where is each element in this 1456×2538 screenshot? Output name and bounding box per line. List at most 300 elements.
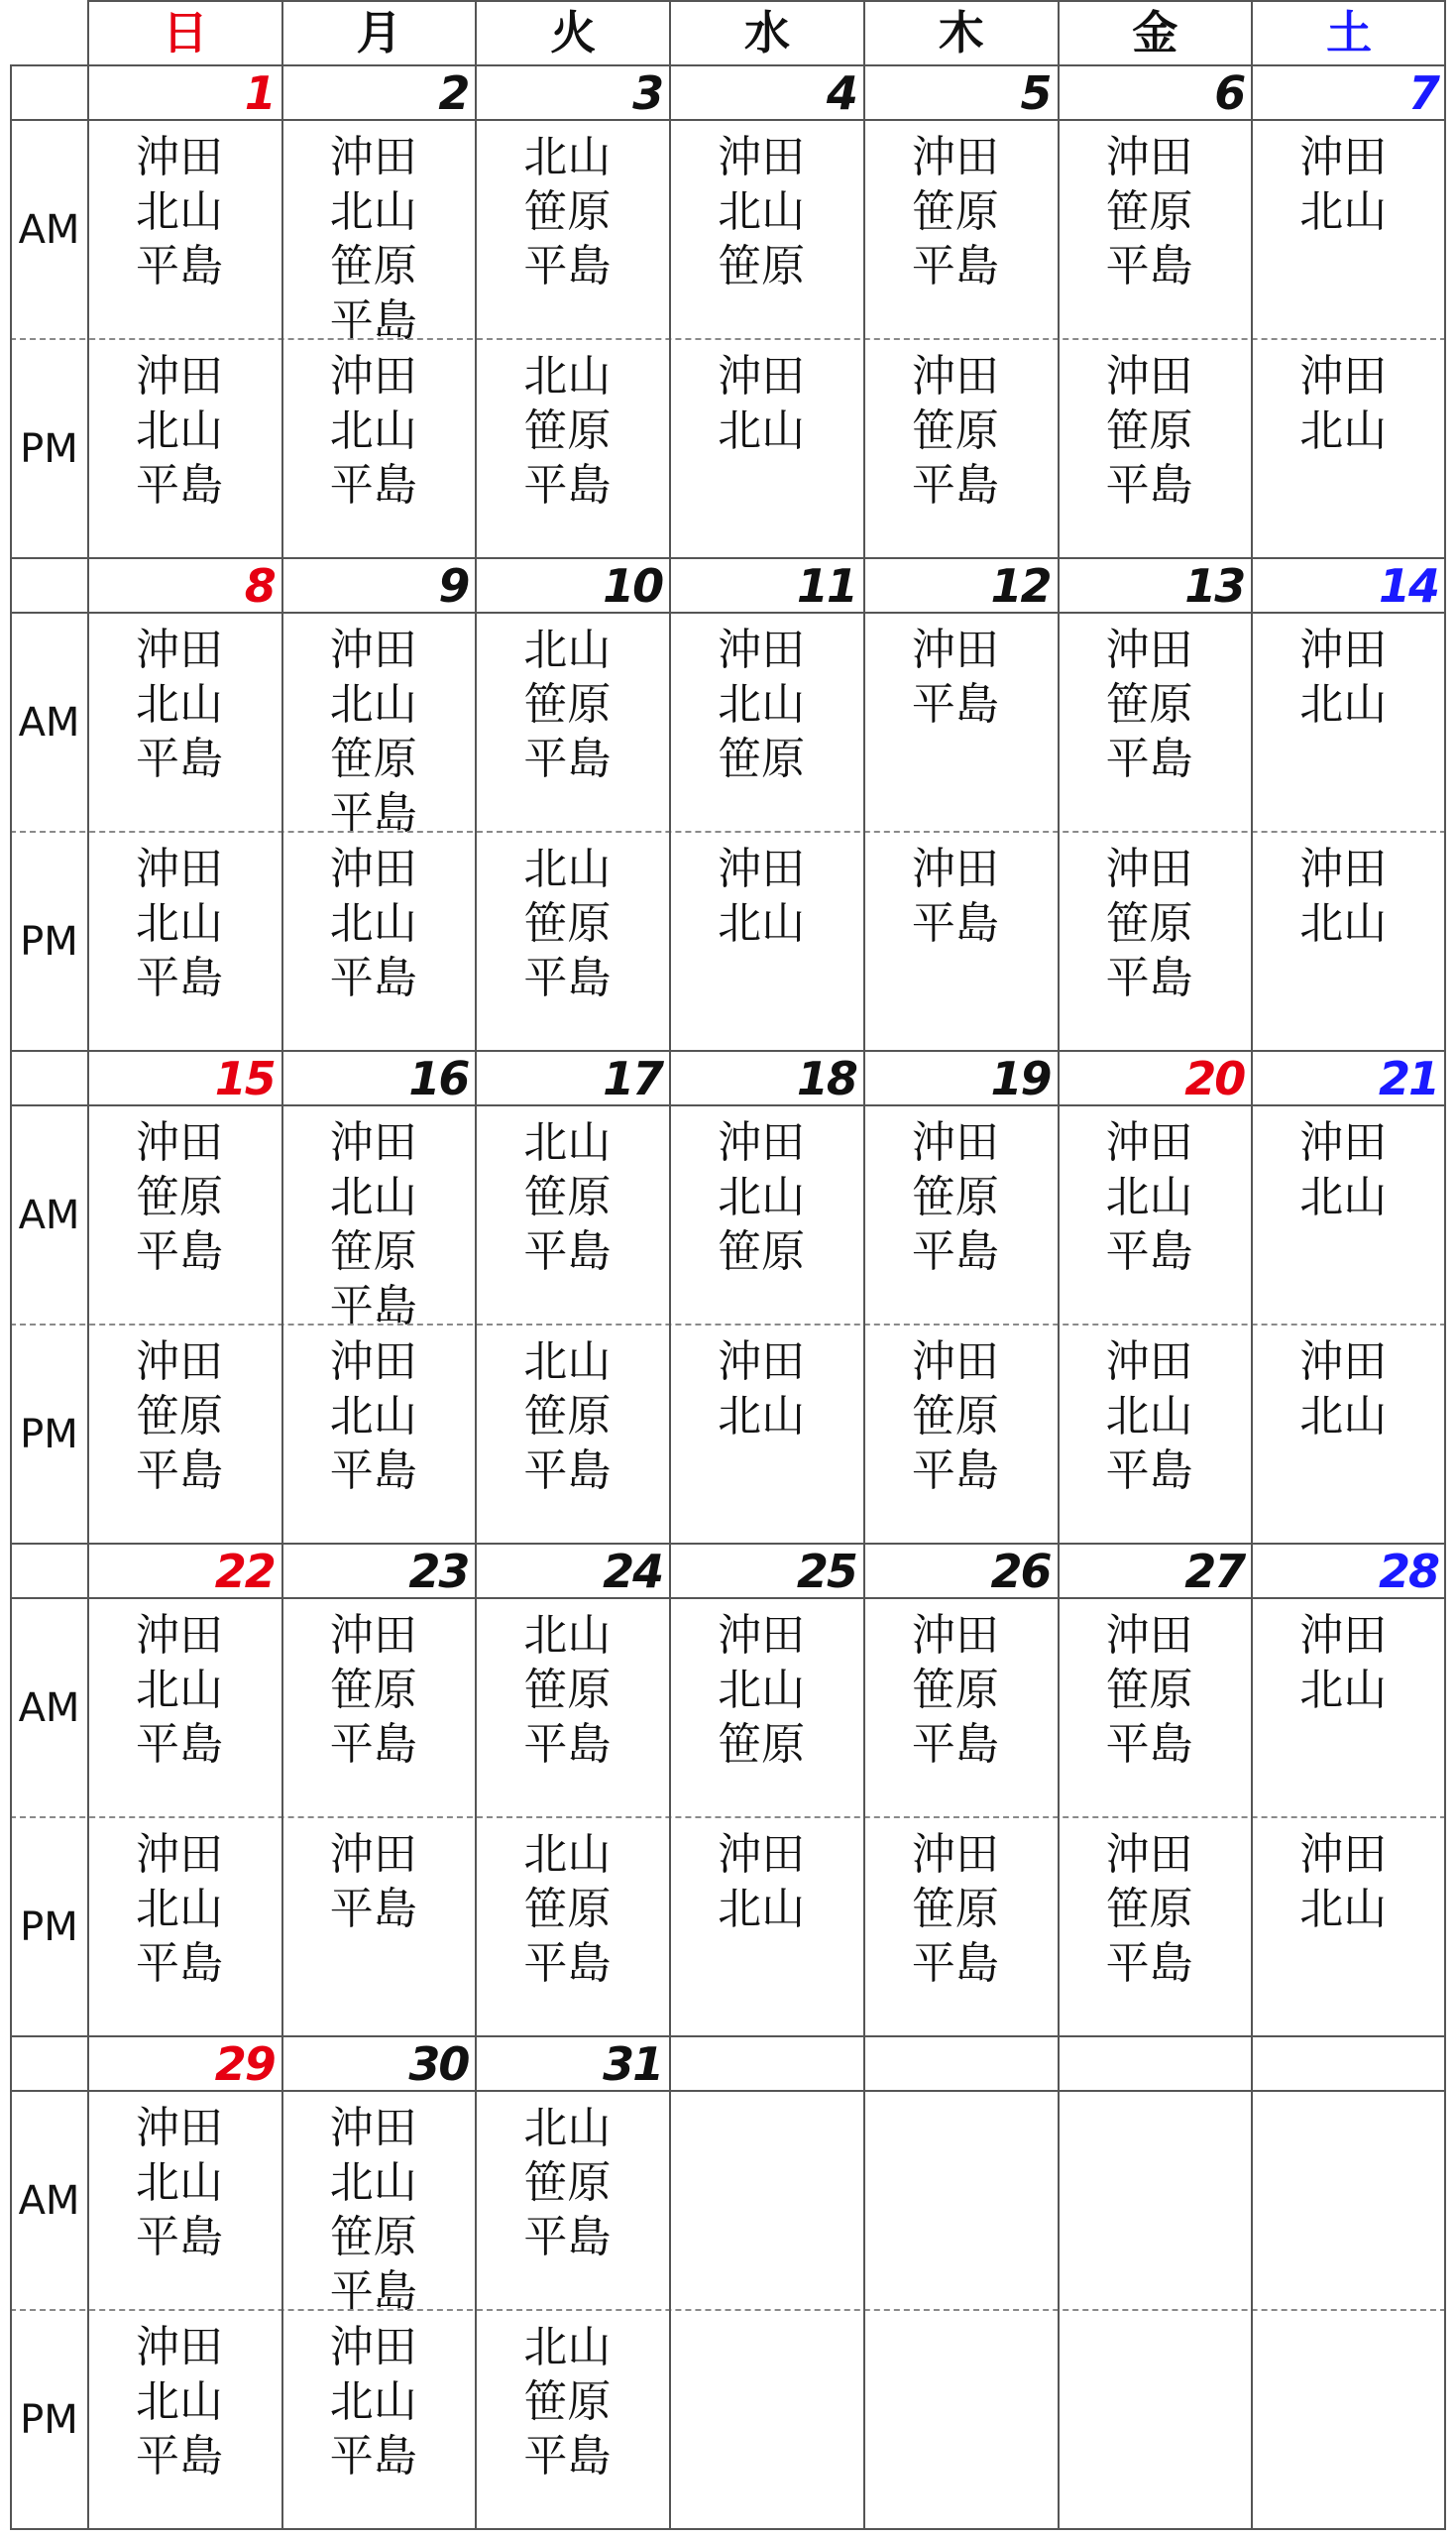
staff-list-pm bbox=[1106, 1334, 1265, 1498]
day-number: 26 bbox=[990, 1544, 1051, 1598]
day-number: 3 bbox=[632, 65, 663, 120]
staff-name: 笹原 bbox=[523, 1884, 612, 1934]
staff-name: 沖田 bbox=[1105, 351, 1193, 402]
staff-list-am bbox=[912, 1608, 1070, 1772]
day-number: 18 bbox=[796, 1051, 856, 1105]
staff-list-am bbox=[330, 2101, 489, 2319]
staff-list-am bbox=[1106, 130, 1265, 293]
staff-name: 沖田 bbox=[329, 1610, 417, 1661]
session-divider bbox=[10, 1816, 1446, 1818]
day-number: 29 bbox=[214, 2036, 275, 2091]
staff-list-am bbox=[1299, 623, 1456, 732]
staff-name: 平島 bbox=[911, 460, 999, 511]
staff-name: 笹原 bbox=[523, 898, 612, 949]
staff-name: 沖田 bbox=[136, 1829, 223, 1880]
session-label-pm: PM bbox=[20, 918, 78, 965]
staff-name: 北山 bbox=[718, 405, 806, 456]
staff-name: 笹原 bbox=[329, 1665, 417, 1715]
staff-name: 沖田 bbox=[718, 1610, 806, 1661]
staff-name: 北山 bbox=[329, 679, 417, 730]
staff-name: 笹原 bbox=[911, 1172, 999, 1222]
grid-line bbox=[10, 1104, 1446, 1106]
staff-name: 沖田 bbox=[329, 351, 417, 402]
staff-name: 平島 bbox=[329, 295, 417, 346]
weekday-header: 月 bbox=[356, 6, 402, 59]
weekday-header: 水 bbox=[743, 6, 790, 59]
day-number: 13 bbox=[1184, 558, 1245, 613]
staff-list-am bbox=[1106, 1608, 1265, 1772]
day-number: 15 bbox=[214, 1051, 275, 1105]
staff-list-am bbox=[136, 130, 294, 293]
staff-list-pm bbox=[718, 1827, 876, 1936]
day-number: 19 bbox=[990, 1051, 1051, 1105]
grid-line bbox=[669, 0, 671, 2529]
staff-name: 沖田 bbox=[329, 1117, 417, 1168]
staff-name: 北山 bbox=[1105, 1391, 1193, 1442]
staff-list-am bbox=[330, 623, 489, 841]
staff-list-pm bbox=[718, 349, 876, 458]
staff-name: 北山 bbox=[136, 898, 223, 949]
staff-name: 笹原 bbox=[523, 1665, 612, 1715]
day-number: 22 bbox=[214, 1544, 275, 1598]
staff-name: 北山 bbox=[1299, 898, 1388, 949]
staff-name: 北山 bbox=[329, 2376, 417, 2427]
staff-name: 平島 bbox=[1105, 241, 1193, 291]
staff-list-am bbox=[718, 1608, 876, 1772]
staff-name: 沖田 bbox=[1299, 351, 1388, 402]
staff-list-am bbox=[1106, 623, 1265, 786]
staff-name: 北山 bbox=[136, 679, 223, 730]
staff-name: 平島 bbox=[1105, 734, 1193, 784]
staff-name: 笹原 bbox=[1105, 679, 1193, 730]
staff-list-pm bbox=[136, 2320, 294, 2483]
weekday-header: 火 bbox=[550, 6, 597, 59]
staff-name: 沖田 bbox=[1299, 625, 1388, 675]
staff-list-am bbox=[136, 623, 294, 786]
staff-name: 北山 bbox=[523, 844, 612, 894]
staff-list-pm bbox=[136, 842, 294, 1005]
day-number bbox=[670, 2036, 856, 2091]
staff-name: 笹原 bbox=[523, 2157, 612, 2208]
staff-name: 沖田 bbox=[136, 625, 223, 675]
grid-line bbox=[10, 64, 1446, 66]
staff-list-am bbox=[912, 130, 1070, 293]
staff-name: 笹原 bbox=[136, 1172, 223, 1222]
staff-name: 北山 bbox=[718, 679, 806, 730]
session-label-pm: PM bbox=[20, 1411, 78, 1457]
staff-name: 平島 bbox=[523, 734, 612, 784]
staff-name: 北山 bbox=[136, 186, 223, 237]
staff-list-am bbox=[912, 1115, 1070, 1279]
day-number: 5 bbox=[1020, 65, 1051, 120]
day-number: 10 bbox=[603, 558, 663, 613]
day-number: 12 bbox=[990, 558, 1051, 613]
weekday-header: 木 bbox=[938, 6, 984, 59]
grid-line bbox=[1058, 0, 1060, 2529]
staff-list-pm bbox=[523, 349, 682, 513]
grid-line bbox=[10, 119, 1446, 121]
staff-name: 平島 bbox=[329, 2266, 417, 2317]
staff-name: 北山 bbox=[329, 2157, 417, 2208]
staff-name: 北山 bbox=[523, 1336, 612, 1387]
staff-name: 北山 bbox=[1299, 679, 1388, 730]
day-number: 28 bbox=[1378, 1544, 1438, 1598]
staff-name: 沖田 bbox=[1299, 1336, 1388, 1387]
staff-name: 笹原 bbox=[1105, 186, 1193, 237]
session-label-am: AM bbox=[18, 1192, 80, 1238]
staff-list-pm bbox=[1299, 349, 1456, 458]
grid-line bbox=[475, 0, 477, 2529]
grid-line bbox=[88, 0, 1446, 2]
staff-list-am bbox=[136, 1608, 294, 1772]
staff-name: 北山 bbox=[136, 405, 223, 456]
staff-name: 笹原 bbox=[911, 1391, 999, 1442]
staff-list-am bbox=[523, 2101, 682, 2264]
staff-name: 北山 bbox=[1299, 405, 1388, 456]
staff-name: 笹原 bbox=[136, 1391, 223, 1442]
staff-name: 笹原 bbox=[911, 1884, 999, 1934]
day-number: 2 bbox=[438, 65, 469, 120]
staff-name: 沖田 bbox=[911, 844, 999, 894]
staff-name: 北山 bbox=[329, 186, 417, 237]
staff-name: 平島 bbox=[136, 1445, 223, 1496]
staff-list-pm bbox=[1299, 842, 1456, 951]
staff-name: 北山 bbox=[718, 1884, 806, 1934]
staff-name: 北山 bbox=[718, 898, 806, 949]
session-label-am: AM bbox=[18, 206, 80, 253]
staff-name: 沖田 bbox=[911, 1610, 999, 1661]
staff-name: 北山 bbox=[718, 1665, 806, 1715]
staff-name: 沖田 bbox=[1105, 625, 1193, 675]
staff-name: 沖田 bbox=[329, 625, 417, 675]
staff-list-pm bbox=[523, 2320, 682, 2483]
staff-name: 沖田 bbox=[1105, 1336, 1193, 1387]
staff-name: 沖田 bbox=[1299, 1610, 1388, 1661]
staff-name: 笹原 bbox=[911, 405, 999, 456]
staff-name: 笹原 bbox=[1105, 1665, 1193, 1715]
staff-name: 沖田 bbox=[1299, 1117, 1388, 1168]
staff-name: 沖田 bbox=[329, 1829, 417, 1880]
staff-name: 平島 bbox=[523, 2431, 612, 2481]
staff-name: 北山 bbox=[718, 1391, 806, 1442]
staff-name: 北山 bbox=[718, 1172, 806, 1222]
staff-name: 平島 bbox=[523, 953, 612, 1003]
day-number: 17 bbox=[603, 1051, 663, 1105]
staff-name: 沖田 bbox=[718, 1829, 806, 1880]
session-divider bbox=[10, 2309, 1446, 2311]
staff-name: 沖田 bbox=[718, 1336, 806, 1387]
grid-line bbox=[1251, 0, 1253, 2529]
day-number: 25 bbox=[796, 1544, 856, 1598]
staff-name: 北山 bbox=[523, 1117, 612, 1168]
staff-name: 笹原 bbox=[329, 734, 417, 784]
staff-name: 沖田 bbox=[911, 625, 999, 675]
staff-name: 笹原 bbox=[523, 405, 612, 456]
staff-name: 沖田 bbox=[1105, 132, 1193, 182]
staff-list-pm bbox=[330, 1334, 489, 1498]
staff-name: 沖田 bbox=[1299, 844, 1388, 894]
grid-line bbox=[10, 1597, 1446, 1599]
grid-line bbox=[10, 2090, 1446, 2092]
staff-name: 沖田 bbox=[911, 1829, 999, 1880]
staff-name: 北山 bbox=[1299, 1391, 1388, 1442]
day-number bbox=[864, 2036, 1051, 2091]
session-label-am: AM bbox=[18, 699, 80, 746]
staff-name: 沖田 bbox=[911, 132, 999, 182]
staff-name: 笹原 bbox=[1105, 898, 1193, 949]
day-number: 24 bbox=[603, 1544, 663, 1598]
day-number: 6 bbox=[1214, 65, 1245, 120]
staff-name: 笹原 bbox=[523, 2376, 612, 2427]
staff-name: 平島 bbox=[136, 241, 223, 291]
staff-name: 平島 bbox=[911, 898, 999, 949]
staff-name: 沖田 bbox=[136, 1117, 223, 1168]
staff-list-pm bbox=[523, 1334, 682, 1498]
staff-list-pm bbox=[1106, 842, 1265, 1005]
staff-list-pm bbox=[330, 842, 489, 1005]
staff-name: 平島 bbox=[911, 1226, 999, 1277]
staff-name: 北山 bbox=[136, 1884, 223, 1934]
staff-name: 北山 bbox=[1299, 1665, 1388, 1715]
staff-name: 沖田 bbox=[718, 132, 806, 182]
staff-name: 平島 bbox=[136, 953, 223, 1003]
staff-name: 北山 bbox=[523, 132, 612, 182]
staff-name: 笹原 bbox=[523, 186, 612, 237]
staff-name: 北山 bbox=[523, 1829, 612, 1880]
staff-name: 平島 bbox=[523, 2212, 612, 2262]
staff-name: 沖田 bbox=[136, 351, 223, 402]
staff-name: 北山 bbox=[1105, 1172, 1193, 1222]
day-number: 9 bbox=[438, 558, 469, 613]
staff-list-am bbox=[136, 2101, 294, 2264]
staff-list-pm bbox=[330, 1827, 489, 1936]
staff-list-am bbox=[718, 130, 876, 293]
staff-list-pm bbox=[523, 1827, 682, 1991]
staff-name: 笹原 bbox=[911, 186, 999, 237]
staff-name: 北山 bbox=[329, 898, 417, 949]
staff-list-pm bbox=[1106, 1827, 1265, 1991]
staff-name: 平島 bbox=[1105, 1938, 1193, 1989]
staff-list-am bbox=[330, 130, 489, 348]
staff-name: 沖田 bbox=[718, 1117, 806, 1168]
staff-list-pm bbox=[523, 842, 682, 1005]
staff-name: 北山 bbox=[523, 2322, 612, 2372]
staff-name: 笹原 bbox=[523, 1172, 612, 1222]
staff-name: 沖田 bbox=[911, 1117, 999, 1168]
staff-list-pm bbox=[136, 1334, 294, 1498]
staff-list-pm bbox=[136, 349, 294, 513]
grid-line bbox=[281, 0, 283, 2529]
staff-list-am bbox=[718, 623, 876, 786]
day-number: 27 bbox=[1184, 1544, 1245, 1598]
grid-line bbox=[1444, 0, 1446, 2529]
staff-name: 平島 bbox=[136, 734, 223, 784]
day-number: 20 bbox=[1184, 1051, 1245, 1105]
staff-name: 平島 bbox=[329, 2431, 417, 2481]
session-label-pm: PM bbox=[20, 425, 78, 472]
staff-name: 沖田 bbox=[329, 1336, 417, 1387]
day-number bbox=[1252, 2036, 1438, 2091]
staff-name: 平島 bbox=[1105, 1719, 1193, 1770]
staff-name: 沖田 bbox=[136, 1336, 223, 1387]
day-number: 21 bbox=[1378, 1051, 1438, 1105]
staff-name: 平島 bbox=[1105, 953, 1193, 1003]
day-number: 30 bbox=[408, 2036, 469, 2091]
staff-name: 平島 bbox=[911, 241, 999, 291]
staff-name: 平島 bbox=[136, 2431, 223, 2481]
staff-name: 平島 bbox=[523, 1719, 612, 1770]
staff-list-am bbox=[330, 1115, 489, 1333]
weekday-header: 日 bbox=[162, 6, 208, 59]
session-label-am: AM bbox=[18, 2177, 80, 2224]
staff-name: 北山 bbox=[136, 2157, 223, 2208]
grid-line bbox=[10, 2528, 1446, 2530]
staff-list-pm bbox=[718, 842, 876, 951]
staff-name: 沖田 bbox=[329, 2103, 417, 2153]
staff-list-pm bbox=[1299, 1827, 1456, 1936]
weekday-header: 土 bbox=[1326, 6, 1373, 59]
staff-name: 平島 bbox=[329, 1445, 417, 1496]
staff-name: 北山 bbox=[1299, 186, 1388, 237]
staff-name: 沖田 bbox=[329, 2322, 417, 2372]
staff-name: 沖田 bbox=[136, 132, 223, 182]
staff-list-am bbox=[1299, 130, 1456, 239]
staff-name: 平島 bbox=[523, 241, 612, 291]
staff-name: 北山 bbox=[523, 625, 612, 675]
day-number: 8 bbox=[244, 558, 275, 613]
weekday-header: 金 bbox=[1132, 6, 1178, 59]
session-divider bbox=[10, 338, 1446, 340]
day-number: 4 bbox=[826, 65, 856, 120]
staff-name: 沖田 bbox=[911, 1336, 999, 1387]
staff-list-pm bbox=[136, 1827, 294, 1991]
staff-name: 北山 bbox=[136, 1665, 223, 1715]
staff-name: 北山 bbox=[523, 1610, 612, 1661]
staff-name: 平島 bbox=[136, 1719, 223, 1770]
staff-name: 平島 bbox=[329, 1884, 417, 1934]
staff-name: 沖田 bbox=[136, 2103, 223, 2153]
staff-list-pm bbox=[912, 842, 1070, 951]
staff-name: 笹原 bbox=[1105, 1884, 1193, 1934]
staff-name: 沖田 bbox=[1105, 844, 1193, 894]
staff-list-pm bbox=[718, 1334, 876, 1443]
staff-name: 北山 bbox=[329, 1172, 417, 1222]
staff-name: 平島 bbox=[136, 460, 223, 511]
staff-name: 北山 bbox=[329, 405, 417, 456]
day-number: 23 bbox=[408, 1544, 469, 1598]
staff-name: 笹原 bbox=[329, 241, 417, 291]
staff-name: 平島 bbox=[136, 1226, 223, 1277]
staff-name: 平島 bbox=[523, 1226, 612, 1277]
staff-list-am bbox=[523, 130, 682, 293]
staff-name: 沖田 bbox=[911, 351, 999, 402]
session-label-am: AM bbox=[18, 1684, 80, 1731]
staff-name: 沖田 bbox=[718, 351, 806, 402]
staff-list-am bbox=[718, 1115, 876, 1279]
staff-name: 平島 bbox=[1105, 460, 1193, 511]
staff-list-am bbox=[912, 623, 1070, 732]
staff-name: 北山 bbox=[523, 2103, 612, 2153]
staff-name: 北山 bbox=[718, 186, 806, 237]
staff-name: 平島 bbox=[911, 679, 999, 730]
staff-name: 平島 bbox=[329, 788, 417, 839]
grid-line bbox=[863, 0, 865, 2529]
day-number: 7 bbox=[1407, 65, 1438, 120]
staff-name: 沖田 bbox=[136, 2322, 223, 2372]
staff-name: 北山 bbox=[329, 1391, 417, 1442]
staff-name: 沖田 bbox=[329, 132, 417, 182]
staff-name: 沖田 bbox=[1105, 1829, 1193, 1880]
grid-line bbox=[10, 612, 1446, 614]
day-number: 1 bbox=[244, 65, 275, 120]
staff-name: 笹原 bbox=[718, 1719, 806, 1770]
staff-name: 平島 bbox=[523, 460, 612, 511]
staff-name: 沖田 bbox=[1299, 1829, 1388, 1880]
staff-list-pm bbox=[330, 349, 489, 513]
staff-list-am bbox=[1299, 1115, 1456, 1224]
staff-name: 笹原 bbox=[523, 679, 612, 730]
staff-name: 沖田 bbox=[329, 844, 417, 894]
staff-name: 北山 bbox=[1299, 1172, 1388, 1222]
staff-list-am bbox=[1106, 1115, 1265, 1279]
staff-name: 沖田 bbox=[718, 844, 806, 894]
staff-name: 笹原 bbox=[329, 1226, 417, 1277]
staff-name: 平島 bbox=[1105, 1226, 1193, 1277]
staff-list-am bbox=[330, 1608, 489, 1772]
staff-name: 平島 bbox=[136, 1938, 223, 1989]
staff-list-am bbox=[136, 1115, 294, 1279]
staff-name: 北山 bbox=[1299, 1884, 1388, 1934]
staff-name: 平島 bbox=[911, 1938, 999, 1989]
staff-list-am bbox=[523, 1608, 682, 1772]
staff-name: 沖田 bbox=[136, 1610, 223, 1661]
day-number: 31 bbox=[603, 2036, 663, 2091]
session-divider bbox=[10, 831, 1446, 833]
grid-line bbox=[10, 65, 12, 2529]
staff-list-pm bbox=[912, 1827, 1070, 1991]
staff-name: 笹原 bbox=[718, 734, 806, 784]
staff-list-pm bbox=[330, 2320, 489, 2483]
day-number: 11 bbox=[796, 558, 856, 613]
staff-name: 沖田 bbox=[1105, 1117, 1193, 1168]
session-divider bbox=[10, 1324, 1446, 1326]
staff-list-am bbox=[1299, 1608, 1456, 1717]
day-number bbox=[1059, 2036, 1245, 2091]
staff-name: 笹原 bbox=[523, 1391, 612, 1442]
staff-name: 平島 bbox=[136, 2212, 223, 2262]
staff-name: 笹原 bbox=[718, 241, 806, 291]
staff-name: 平島 bbox=[911, 1445, 999, 1496]
staff-name: 沖田 bbox=[1105, 1610, 1193, 1661]
day-number: 16 bbox=[408, 1051, 469, 1105]
staff-list-pm bbox=[912, 349, 1070, 513]
staff-name: 平島 bbox=[329, 953, 417, 1003]
staff-list-pm bbox=[1299, 1334, 1456, 1443]
session-label-pm: PM bbox=[20, 2396, 78, 2443]
staff-name: 北山 bbox=[136, 2376, 223, 2427]
staff-name: 平島 bbox=[523, 1445, 612, 1496]
staff-name: 平島 bbox=[329, 1281, 417, 1331]
staff-list-am bbox=[523, 1115, 682, 1279]
staff-name: 笹原 bbox=[718, 1226, 806, 1277]
staff-name: 笹原 bbox=[911, 1665, 999, 1715]
staff-name: 平島 bbox=[523, 1938, 612, 1989]
staff-name: 平島 bbox=[911, 1719, 999, 1770]
day-number: 14 bbox=[1378, 558, 1438, 613]
staff-name: 沖田 bbox=[718, 625, 806, 675]
staff-name: 沖田 bbox=[136, 844, 223, 894]
staff-name: 沖田 bbox=[1299, 132, 1388, 182]
